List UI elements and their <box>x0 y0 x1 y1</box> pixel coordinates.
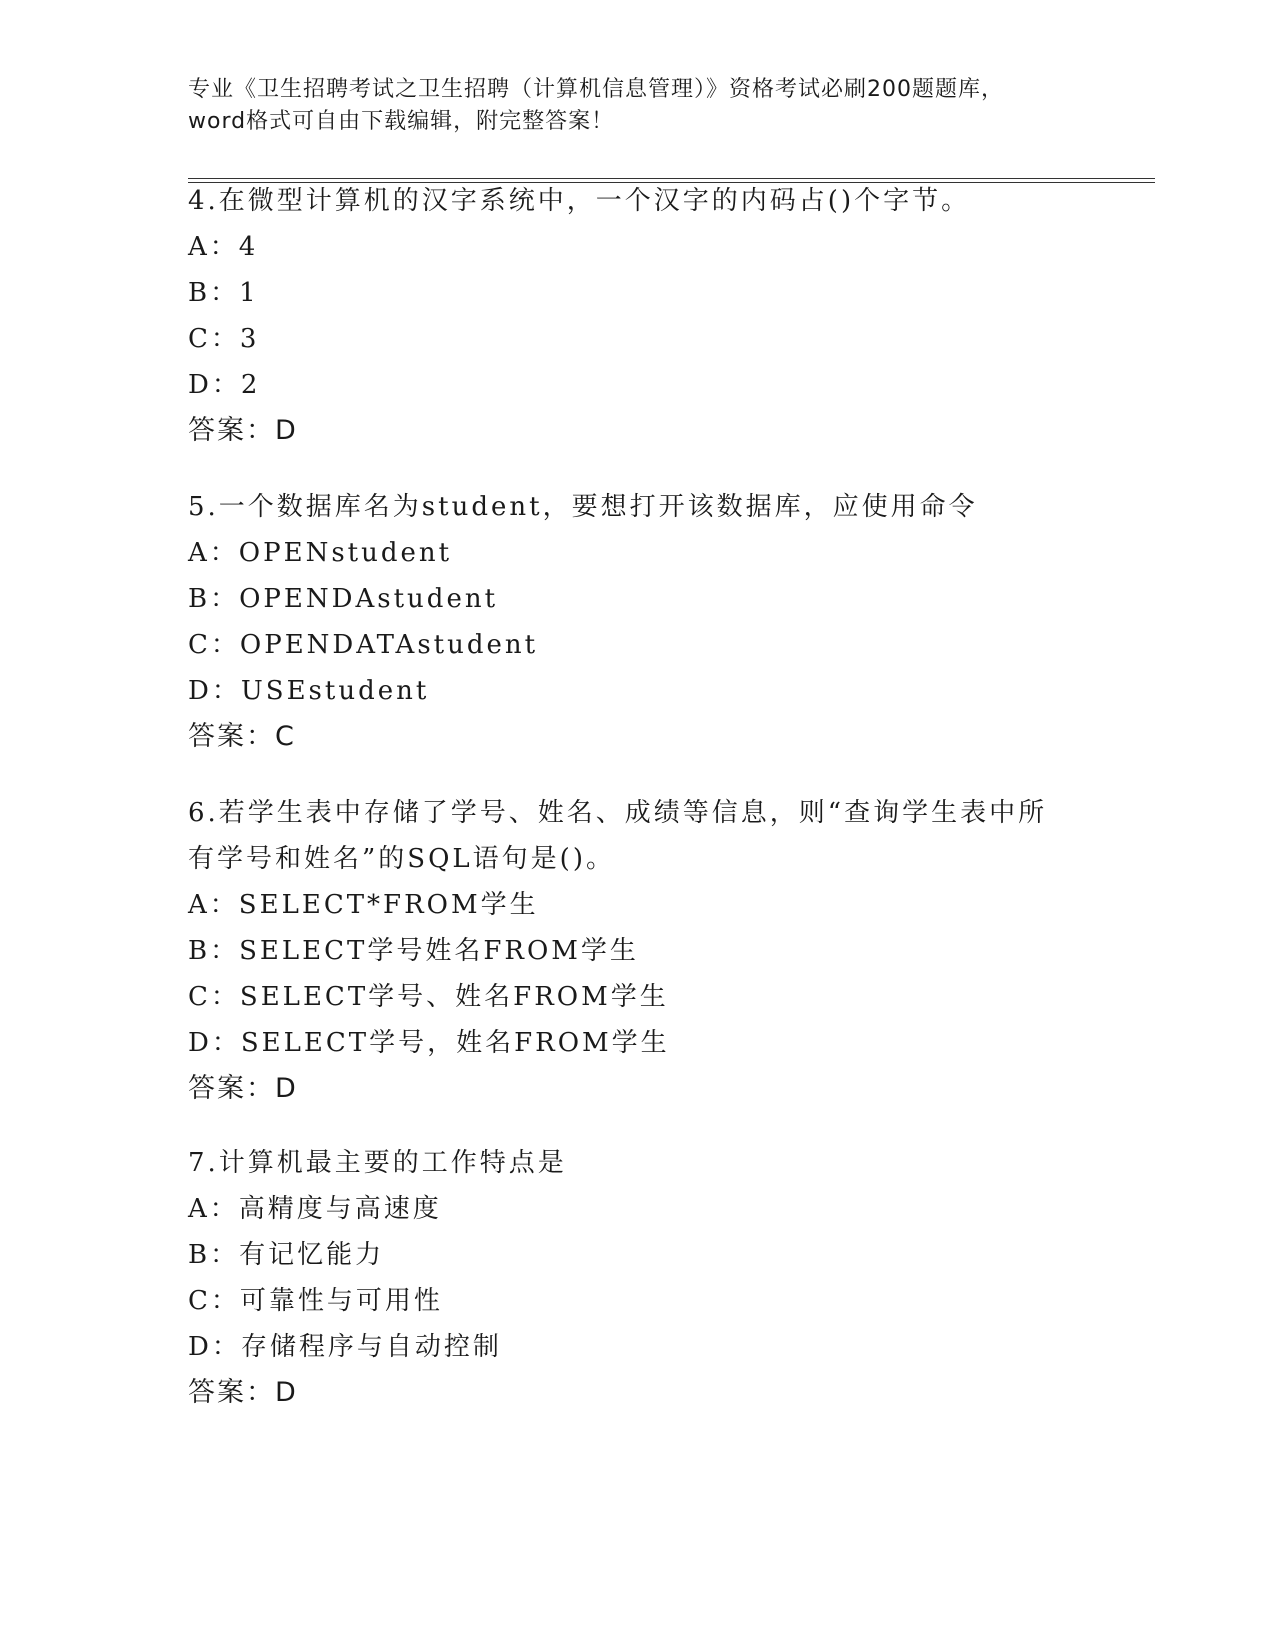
option-d: D：存储程序与自动控制 <box>188 1332 502 1362</box>
question-text: 4.在微型计算机的汉字系统中，一个汉字的内码占()个字节。 <box>188 186 971 216</box>
question-5 <box>188 484 978 760</box>
option-a: A：4 <box>188 232 259 262</box>
option-b: B：OPENDAstudent <box>188 584 499 614</box>
header-line-2: word格式可自由下载编辑，附完整答案！ <box>188 109 615 134</box>
answer: 答案：D <box>188 415 298 446</box>
answer: 答案：D <box>188 1377 298 1408</box>
header-line-1: 专业《卫生招聘考试之卫生招聘（计算机信息管理）》资格考试必刷200题题库， <box>188 77 1004 102</box>
question-6 <box>188 790 1047 1112</box>
option-d: D：2 <box>188 370 261 400</box>
option-a: A：OPENstudent <box>188 538 453 568</box>
answer: 答案：D <box>188 1073 298 1104</box>
option-b: B：有记忆能力 <box>188 1240 385 1270</box>
option-a: A：SELECT*FROM学生 <box>188 890 539 920</box>
option-d: D：USEstudent <box>188 676 430 706</box>
option-c: C：SELECT学号、姓名FROM学生 <box>188 982 669 1012</box>
answer: 答案：C <box>188 721 296 752</box>
question-7 <box>188 1140 567 1416</box>
question-4 <box>188 178 970 454</box>
option-d: D：SELECT学号，姓名FROM学生 <box>188 1028 670 1058</box>
question-text-line-2: 有学号和姓名”的SQL语句是()。 <box>188 844 615 874</box>
option-c: C：OPENDATAstudent <box>188 630 539 660</box>
option-c: C：可靠性与可用性 <box>188 1286 443 1316</box>
option-b: B：SELECT学号姓名FROM学生 <box>188 936 639 966</box>
question-text: 7.计算机最主要的工作特点是 <box>188 1148 567 1178</box>
option-a: A：高精度与高速度 <box>188 1194 442 1224</box>
option-c: C：3 <box>188 324 260 354</box>
document-header <box>188 74 1088 138</box>
question-text-line-1: 6.若学生表中存储了学号、姓名、成绩等信息，则“查询学生表中所 <box>188 798 1048 828</box>
option-b: B：1 <box>188 278 259 308</box>
question-text: 5.一个数据库名为student，要想打开该数据库，应使用命令 <box>188 492 978 522</box>
